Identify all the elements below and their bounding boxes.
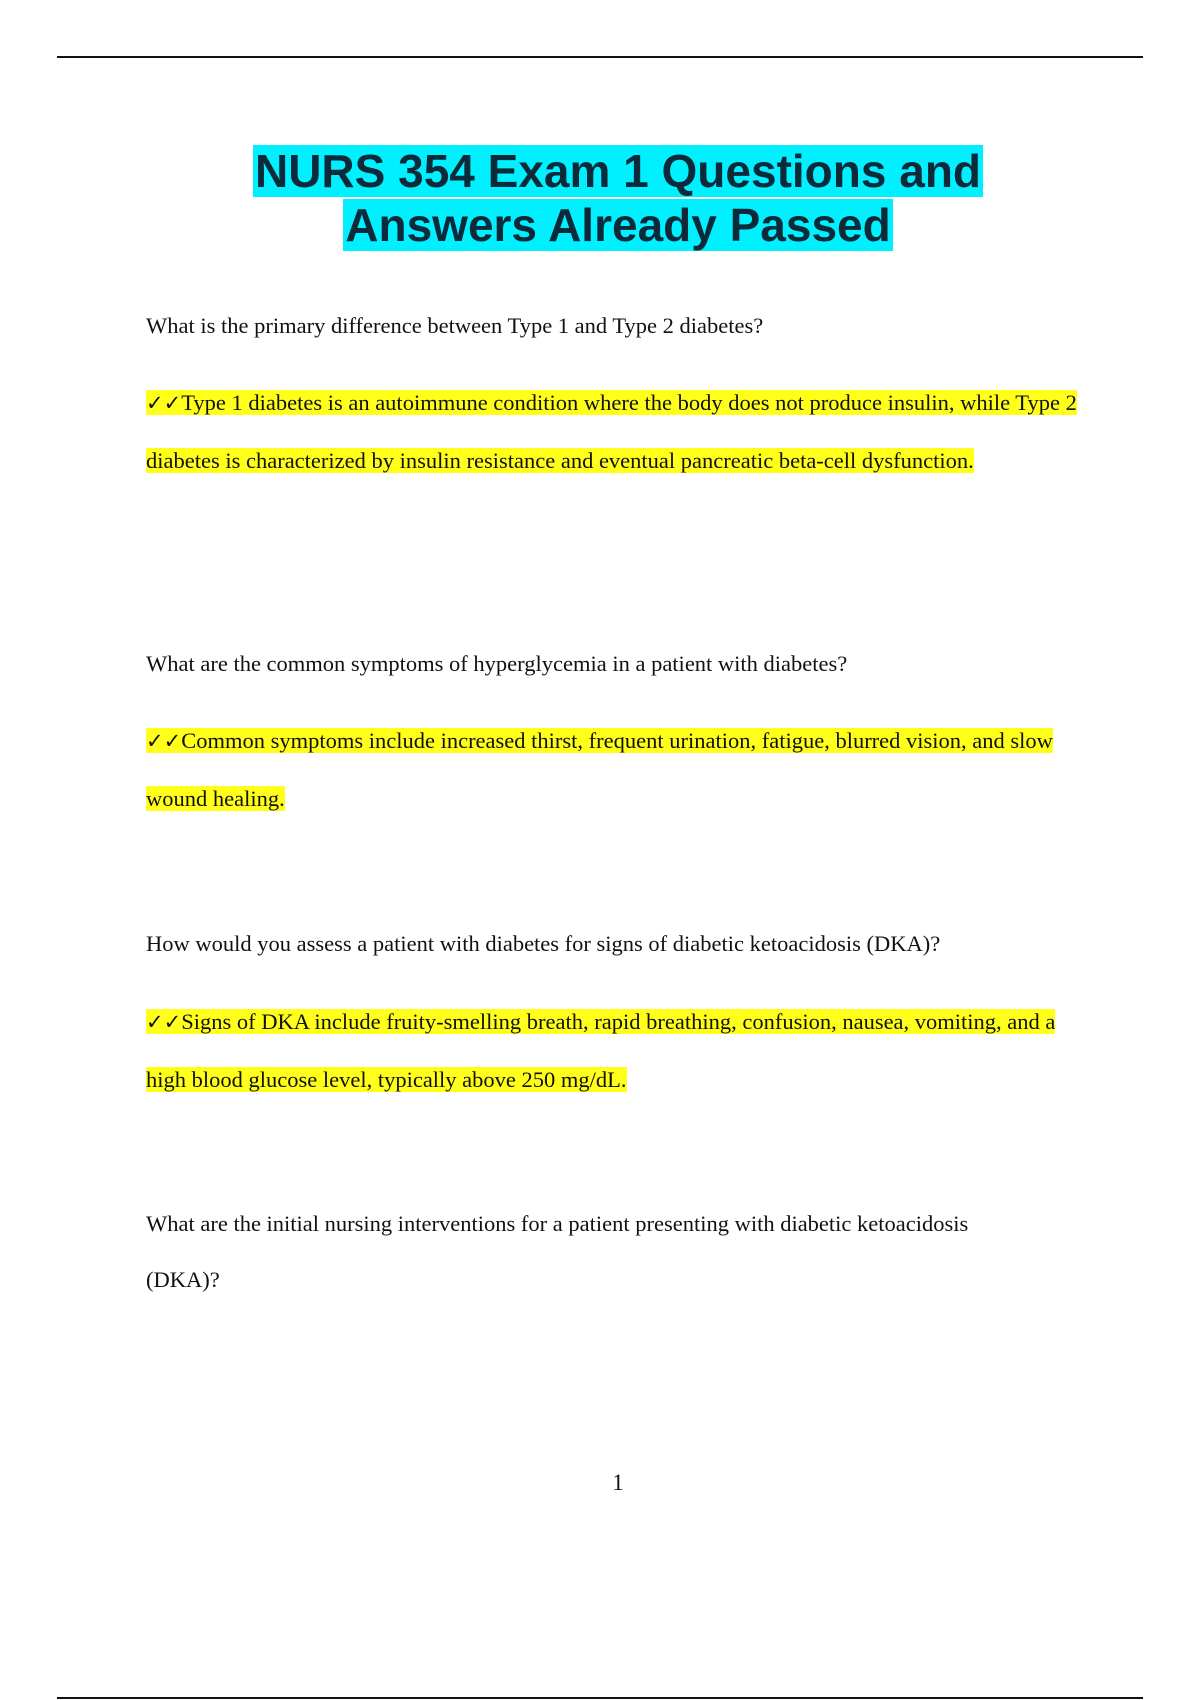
qa-item-3 — [146, 916, 1086, 972]
footer-rule — [57, 1697, 1143, 1699]
title-line-2: Answers Already Passed — [345, 199, 891, 251]
title-line-1: NURS 354 Exam 1 Questions and — [254, 145, 982, 197]
qa-item-4 — [146, 1196, 1046, 1308]
double-check-icon: ✓✓ — [146, 729, 182, 753]
qa-item-2 — [146, 636, 1086, 692]
question-2: What are the common symptoms of hyperglycemia in a patient with diabetes? — [146, 651, 848, 676]
header-rule — [57, 56, 1143, 58]
answer-1-highlight — [146, 390, 1077, 473]
page-number: 1 — [612, 1470, 624, 1495]
answer-1-text: Type 1 diabetes is an autoimmune condition where the body does not produce insulin, while Type 2 diabetes is characterized by insulin resistance and eventual pancreatic beta-cell dysfunction. — [146, 390, 1077, 473]
document-title — [0, 144, 1200, 252]
double-check-icon: ✓✓ — [146, 1010, 182, 1034]
answer-2-text: Common symptoms include increased thirst, frequent urination, fatigue, blurred vision, and slow wound healing. — [146, 728, 1053, 811]
question-4: What are the initial nursing interventions for a patient presenting with diabetic ketoacidosis (DKA)? — [146, 1211, 969, 1292]
answer-3-highlight — [146, 1009, 1055, 1092]
answer-1 — [146, 374, 1091, 489]
question-3: How would you assess a patient with diabetes for signs of diabetic ketoacidosis (DKA)? — [146, 931, 941, 956]
answer-2-highlight — [146, 728, 1053, 811]
question-1: What is the primary difference between Type 1 and Type 2 diabetes? — [146, 313, 764, 338]
qa-item-1 — [146, 298, 1086, 354]
double-check-icon: ✓✓ — [146, 391, 182, 415]
answer-3 — [146, 993, 1081, 1108]
answer-2 — [146, 712, 1081, 827]
answer-3-text: Signs of DKA include fruity-smelling breath, rapid breathing, confusion, nausea, vomiting, and a high blood glucose level, typically above 250 mg/dL. — [146, 1009, 1056, 1092]
